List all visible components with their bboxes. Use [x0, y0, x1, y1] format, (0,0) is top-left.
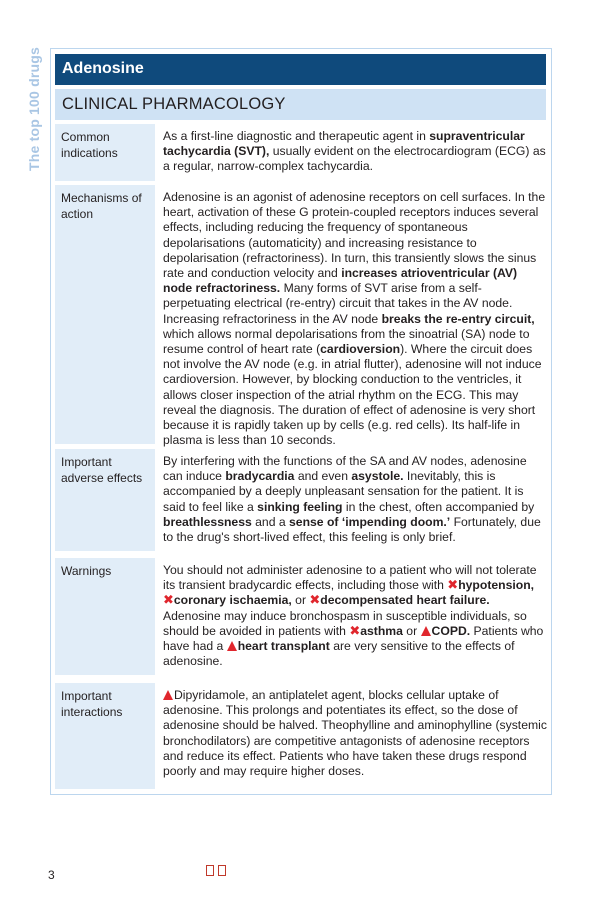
red-triangle-icon: [227, 641, 237, 651]
page-number: 3: [48, 868, 55, 882]
row-label-warnings: Warnings: [55, 558, 155, 675]
red-cross-icon: ✖: [447, 577, 459, 593]
row-label-mechanisms: Mechanisms of action: [55, 185, 155, 444]
row-label-indications: Common indications: [55, 124, 155, 181]
row-text-warnings: You should not administer adenosine to a patient who will not tolerate its transient bradycardic effects, including those with ✖hypotension, ✖coronary ischaemia, or ✖decompensated heart failure. Adenosine may induce bronchospasm in susceptible individuals, so should be avoided in patients with ✖asthma or COPD. Patients who have had a heart transplant are very sensitive to the effects of adenosine.: [163, 563, 544, 669]
red-triangle-icon: [163, 690, 173, 700]
row-interactions: [55, 683, 546, 789]
row-label-interactions: Important interactions: [55, 683, 155, 789]
red-cross-icon: ✖: [163, 592, 174, 608]
row-text-interactions: Dipyridamole, an antiplatelet agent, blocks cellular uptake of adenosine. This prolongs and potentiates its effect, so the dose of adenosine should be halved. Theophylline and aminophylline (systemic bronchodilators) are competitive antagonists of adenosine receptors and reduce its effect. Patients who have taken these drugs respond poorly and may require higher doses.: [163, 688, 547, 779]
red-cross-icon: ✖: [309, 592, 321, 608]
footer-mark-icon: [218, 865, 226, 876]
row-mechanisms: [55, 185, 546, 448]
section-title: CLINICAL PHARMACOLOGY: [55, 89, 546, 120]
row-adverse-effects: [55, 449, 546, 551]
side-running-title-text: The top 100 drugs: [26, 47, 42, 171]
row-label-adverse: Important adverse effects: [55, 449, 155, 551]
drug-title: Adenosine: [55, 54, 546, 85]
row-warnings: [55, 558, 546, 675]
row-text-indications: As a first-line diagnostic and therapeutic agent in supraventricular tachycardia (SVT), usually evident on the electrocardiogram (ECG) as a regular, narrow-complex tachycardia.: [163, 129, 546, 174]
row-indications: [55, 124, 546, 181]
footer-mark-icon: [206, 865, 214, 876]
row-text-mechanisms: Adenosine is an agonist of adenosine receptors on cell surfaces. In the heart, activation of these G protein-coupled receptors induces several effects, including reducing the frequency of spontaneous depolarisations (automaticity) and increasing resistance to depolarisation (refractoriness). In turn, this transiently slows the sinus rate and conduction velocity and increases atrioventricular (AV) node refractoriness. Many forms of SVT arise from a self-perpetuating electrical (re-entry) circuit that takes in the AV node. Increasing refractoriness in the AV node breaks the re-entry circuit, which allows normal depolarisations from the sinoatrial (SA) node to resume control of heart rate (cardioversion). Where the circuit does not involve the AV node (e.g. in atrial flutter), adenosine will not induce cardioversion. However, by blocking conduction to the ventricles, it allows closer inspection of the atrial rhythm on the ECG. This may reveal the diagnosis. The duration of effect of adenosine is very short because it is rapidly taken up by cells (e.g. red cells). Its half-life in plasma is less than 10 seconds.: [163, 190, 546, 448]
red-cross-icon: ✖: [349, 622, 361, 638]
red-triangle-icon: [421, 626, 431, 636]
footer-marks: [206, 865, 226, 876]
row-text-adverse: By interfering with the functions of the SA and AV nodes, adenosine can induce bradycardia and even asystole. Inevitably, this is accompanied by a deeply unpleasant sensation for the patient. It is said to feel like a sinking feeling in the chest, often accompanied by breathlessness and a sense of ‘impending doom.’ Fortunately, due to the drug's short-lived effect, this feeling is only brief.: [163, 454, 541, 545]
